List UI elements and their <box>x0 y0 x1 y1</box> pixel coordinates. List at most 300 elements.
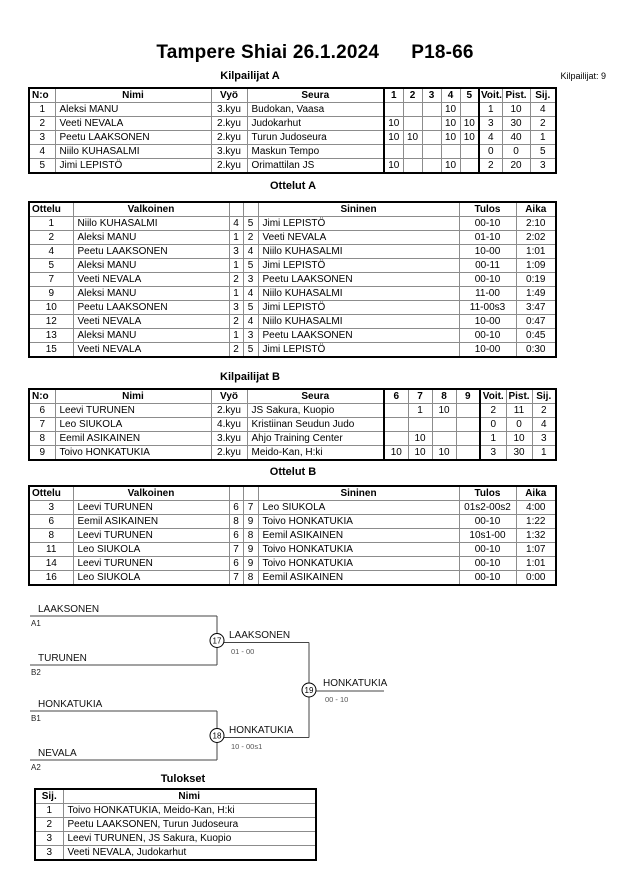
cell: 8 <box>29 432 55 446</box>
column-header: Tulos <box>459 202 516 217</box>
cell: Jimi LEPISTÖ <box>258 259 459 273</box>
table-header-row <box>29 202 556 217</box>
table-header-row <box>29 88 556 103</box>
cell: Jimi LEPISTÖ <box>55 159 211 174</box>
column-header: 9 <box>456 389 480 404</box>
cell: Veeti NEVALA <box>73 343 229 358</box>
cell: 10 <box>408 432 432 446</box>
bracket-seed-label: A1 <box>31 619 41 628</box>
bracket-winner-name: HONKATUKIA <box>229 725 294 736</box>
cell: 10 <box>384 131 403 145</box>
column-header <box>243 486 258 501</box>
cell: 7 <box>29 418 55 432</box>
column-header: 1 <box>384 88 403 103</box>
cell: Maskun Tempo <box>247 145 384 159</box>
cell: 5 <box>243 217 258 231</box>
cell: 1 <box>480 432 506 446</box>
table-row <box>29 287 556 301</box>
cell: Niilo KUHASALMI <box>55 145 211 159</box>
cell: Aleksi MANU <box>73 329 229 343</box>
cell: 2 <box>229 315 243 329</box>
cell: Peetu LAAKSONEN <box>258 273 459 287</box>
cell: 10 <box>506 432 532 446</box>
cell: 3 <box>532 432 556 446</box>
table-row <box>29 515 556 529</box>
cell: 8 <box>243 571 258 586</box>
cell: 10 <box>432 446 456 461</box>
column-header: Sininen <box>258 202 459 217</box>
table-row <box>29 145 556 159</box>
cell: Leo SIUKOLA <box>73 571 229 586</box>
cell: 6 <box>229 557 243 571</box>
cell <box>460 103 479 117</box>
cell: 11-00s3 <box>459 301 516 315</box>
cell: Leo SIUKOLA <box>73 543 229 557</box>
column-header: Sij. <box>532 389 556 404</box>
cell <box>403 159 422 174</box>
cell: 0 <box>506 418 532 432</box>
cell <box>422 145 441 159</box>
column-header: Voit. <box>481 89 502 101</box>
cell: 9 <box>29 446 55 461</box>
cell: Peetu LAAKSONEN, Turun Judoseura <box>63 818 316 832</box>
cell: 10-00 <box>459 315 516 329</box>
cell: 1:01 <box>516 245 556 259</box>
table-row <box>29 543 556 557</box>
cell <box>460 145 479 159</box>
cell: 4 <box>243 287 258 301</box>
column-header: Pist. <box>502 88 530 103</box>
table-row <box>29 217 556 231</box>
cell: Niilo KUHASALMI <box>258 315 459 329</box>
cell: 4 <box>532 418 556 432</box>
cell: 3.kyu <box>211 145 247 159</box>
cell: 0 <box>502 145 530 159</box>
column-header: Nimi <box>63 789 316 804</box>
bracket-diagram <box>0 595 420 777</box>
column-header: 7 <box>408 389 432 404</box>
cell: 2.kyu <box>211 404 247 418</box>
cell: 10 <box>432 404 456 418</box>
bracket-score: 00 - 10 <box>325 695 349 704</box>
cell: 11 <box>506 404 532 418</box>
bracket-match-number: 17 <box>212 636 222 646</box>
cell: 3 <box>29 501 73 515</box>
cell: 4 <box>229 217 243 231</box>
bracket-score: 10 - 00s1 <box>231 742 263 751</box>
cell <box>456 446 480 461</box>
cell: 5 <box>29 259 73 273</box>
cell <box>384 404 408 418</box>
cell: 10 <box>408 446 432 461</box>
cell: 5 <box>243 301 258 315</box>
cell: Turun Judoseura <box>247 131 384 145</box>
cell: Eemil ASIKAINEN <box>258 529 459 543</box>
table-row <box>29 131 556 145</box>
cell: 2.kyu <box>211 131 247 145</box>
cell <box>403 103 422 117</box>
cell: 3 <box>35 846 63 861</box>
table-row <box>29 418 556 432</box>
cell: 1:22 <box>516 515 556 529</box>
cell: Leevi TURUNEN <box>73 501 229 515</box>
kilpailijat-b-table <box>28 388 557 461</box>
table-row <box>29 273 556 287</box>
cell: 1 <box>29 103 55 117</box>
bracket-slot-name: HONKATUKIA <box>38 699 103 710</box>
cell: 1 <box>408 404 432 418</box>
column-header: Aika <box>516 486 556 501</box>
cell: 3 <box>229 301 243 315</box>
cell: 1 <box>35 804 63 818</box>
cell: 01-10 <box>459 231 516 245</box>
category-label: P18-66 <box>411 42 474 63</box>
cell: Toivo HONKATUKIA <box>55 446 211 461</box>
cell: 3 <box>480 446 506 461</box>
cell <box>422 131 441 145</box>
column-header: Vyö <box>211 389 247 404</box>
cell: 8 <box>29 529 73 543</box>
cell: 0:47 <box>516 315 556 329</box>
table-row <box>29 117 556 131</box>
cell: 2.kyu <box>211 117 247 131</box>
cell: 4 <box>530 103 556 117</box>
cell: 5 <box>29 159 55 174</box>
cell: 4 <box>243 245 258 259</box>
cell: 30 <box>502 117 530 131</box>
table-row <box>35 804 316 818</box>
cell <box>456 432 480 446</box>
cell: Budokan, Vaasa <box>247 103 384 117</box>
cell: Toivo HONKATUKIA <box>258 557 459 571</box>
cell: 0:19 <box>516 273 556 287</box>
cell <box>460 159 479 174</box>
column-header: Seura <box>247 88 384 103</box>
cell: 40 <box>502 131 530 145</box>
table-row <box>29 557 556 571</box>
cell: 10 <box>460 131 479 145</box>
cell: 3 <box>29 131 55 145</box>
cell: 10 <box>384 117 403 131</box>
bracket-match-number: 19 <box>304 686 314 695</box>
cell: 3 <box>35 832 63 846</box>
kilpailijat-a-table <box>28 87 557 174</box>
cell: 8 <box>229 515 243 529</box>
cell: JS Sakura, Kuopio <box>247 404 384 418</box>
cell: Toivo HONKATUKIA <box>258 515 459 529</box>
cell: 2.kyu <box>211 446 247 461</box>
cell: 15 <box>29 343 73 358</box>
cell: 0:30 <box>516 343 556 358</box>
competitor-count: Kilpailijat: 9 <box>560 71 606 81</box>
table-row <box>29 446 556 461</box>
cell: 4 <box>29 245 73 259</box>
tulokset-table <box>34 788 317 861</box>
bracket-seed-label: A2 <box>31 763 41 772</box>
heading-kilpailijat-b: Kilpailijat B <box>220 371 280 383</box>
table-row <box>35 846 316 861</box>
column-header: 8 <box>432 389 456 404</box>
cell <box>403 117 422 131</box>
cell: Veeti NEVALA <box>73 273 229 287</box>
heading-kilpailijat-a: Kilpailijat A <box>220 70 280 82</box>
cell: 20 <box>502 159 530 174</box>
cell: Meido-Kan, H:ki <box>247 446 384 461</box>
cell: 0 <box>479 145 502 159</box>
column-header: 3 <box>422 88 441 103</box>
cell <box>384 145 403 159</box>
cell: Kristiinan Seudun Judo <box>247 418 384 432</box>
cell: 3.kyu <box>211 432 247 446</box>
column-header: Vyö <box>211 88 247 103</box>
column-header: Ottelu <box>29 202 73 217</box>
cell: Leevi TURUNEN <box>73 529 229 543</box>
bracket-seed-label: B1 <box>31 714 41 723</box>
cell: Leevi TURUNEN, JS Sakura, Kuopio <box>63 832 316 846</box>
column-header: Tulos <box>459 486 516 501</box>
bracket-slot-name: NEVALA <box>38 748 77 759</box>
cell: 10s1-00 <box>459 529 516 543</box>
heading-tulokset: Tulokset <box>160 773 206 785</box>
column-header: Nimi <box>55 389 211 404</box>
cell: 00-10 <box>459 515 516 529</box>
cell: 10 <box>502 103 530 117</box>
cell: 10-00 <box>459 343 516 358</box>
cell: 1:09 <box>516 259 556 273</box>
cell: Judokarhut <box>247 117 384 131</box>
column-header: Voit. <box>480 389 506 404</box>
cell: 2 <box>29 231 73 245</box>
cell: 2 <box>229 343 243 358</box>
cell: Aleksi MANU <box>73 287 229 301</box>
cell: 5 <box>243 259 258 273</box>
cell: 2 <box>229 273 243 287</box>
cell: Jimi LEPISTÖ <box>258 301 459 315</box>
bracket-score: 01 - 00 <box>231 647 255 656</box>
cell <box>441 145 460 159</box>
cell <box>456 418 480 432</box>
table-row <box>29 301 556 315</box>
column-header: Seura <box>247 389 384 404</box>
cell: 00-11 <box>459 259 516 273</box>
cell: 1:07 <box>516 543 556 557</box>
cell: 00-10 <box>459 543 516 557</box>
cell: 9 <box>243 515 258 529</box>
cell: 7 <box>29 273 73 287</box>
column-header: 2 <box>403 88 422 103</box>
cell: Niilo KUHASALMI <box>73 217 229 231</box>
cell: Veeti NEVALA <box>73 315 229 329</box>
cell: Eemil ASIKAINEN <box>73 515 229 529</box>
cell: 10 <box>29 301 73 315</box>
column-header: N:o <box>29 88 55 103</box>
cell: 01s2-00s2 <box>459 501 516 515</box>
cell: 00-10 <box>459 217 516 231</box>
column-header <box>243 202 258 217</box>
event-title: Tampere Shiai 26.1.2024 <box>156 42 380 63</box>
table-row <box>29 343 556 358</box>
cell: 0:45 <box>516 329 556 343</box>
cell: 1 <box>29 217 73 231</box>
cell: 3 <box>479 117 502 131</box>
cell: 1 <box>530 131 556 145</box>
cell: 1:49 <box>516 287 556 301</box>
cell: Toivo HONKATUKIA, Meido-Kan, H:ki <box>63 804 316 818</box>
cell: 10 <box>441 103 460 117</box>
cell: Peetu LAAKSONEN <box>55 131 211 145</box>
cell: 1 <box>229 231 243 245</box>
cell: 00-10 <box>459 329 516 343</box>
cell: 2 <box>530 117 556 131</box>
table-row <box>29 259 556 273</box>
cell: 6 <box>229 529 243 543</box>
cell: 00-10 <box>459 571 516 586</box>
table-row <box>29 329 556 343</box>
table-header-row <box>35 789 316 804</box>
cell: Jimi LEPISTÖ <box>258 217 459 231</box>
bracket-winner-name: HONKATUKIA <box>323 678 388 689</box>
cell: Niilo KUHASALMI <box>258 287 459 301</box>
table-row <box>35 818 316 832</box>
cell: 4 <box>243 315 258 329</box>
cell: 7 <box>243 501 258 515</box>
cell: 1 <box>479 103 502 117</box>
cell: 4:00 <box>516 501 556 515</box>
cell: 10 <box>441 159 460 174</box>
cell <box>403 145 422 159</box>
table-row <box>29 432 556 446</box>
cell: 12 <box>29 315 73 329</box>
cell: 0 <box>480 418 506 432</box>
column-header: Valkoinen <box>73 202 229 217</box>
cell: 2 <box>480 404 506 418</box>
cell: 1:32 <box>516 529 556 543</box>
column-header: Sij. <box>530 88 556 103</box>
cell: Peetu LAAKSONEN <box>73 301 229 315</box>
cell: 10 <box>441 131 460 145</box>
cell: Eemil ASIKAINEN <box>55 432 211 446</box>
cell: 1 <box>229 259 243 273</box>
column-header: Nimi <box>55 88 211 103</box>
cell <box>432 432 456 446</box>
table-row <box>29 231 556 245</box>
bracket-slot-name: LAAKSONEN <box>38 604 100 615</box>
column-header: Ottelu <box>29 486 73 501</box>
cell: 1:01 <box>516 557 556 571</box>
cell: Aleksi MANU <box>55 103 211 117</box>
cell: Leo SIUKOLA <box>258 501 459 515</box>
cell: Ahjo Training Center <box>247 432 384 446</box>
cell: 2:10 <box>516 217 556 231</box>
column-header: N:o <box>29 389 55 404</box>
cell: 6 <box>29 404 55 418</box>
cell: 4 <box>479 131 502 145</box>
cell <box>408 418 432 432</box>
ottelut-a-table <box>28 201 557 358</box>
table-row <box>29 315 556 329</box>
cell: Orimattilan JS <box>247 159 384 174</box>
cell: Peetu LAAKSONEN <box>73 245 229 259</box>
cell: 2 <box>479 159 502 174</box>
page-title <box>0 42 630 64</box>
column-header <box>229 486 243 501</box>
cell: Toivo HONKATUKIA <box>258 543 459 557</box>
cell: 4.kyu <box>211 418 247 432</box>
cell: 2 <box>29 117 55 131</box>
table-row <box>29 404 556 418</box>
cell: Aleksi MANU <box>73 259 229 273</box>
cell: 2 <box>35 818 63 832</box>
bracket-match-number: 18 <box>212 731 222 741</box>
cell: 1 <box>229 329 243 343</box>
bracket-seed-label: B2 <box>31 668 41 677</box>
cell: 2:02 <box>516 231 556 245</box>
cell: 30 <box>506 446 532 461</box>
cell: Peetu LAAKSONEN <box>258 329 459 343</box>
column-header: 5 <box>460 88 479 103</box>
cell: Veeti NEVALA <box>55 117 211 131</box>
ottelut-b-table <box>28 485 557 586</box>
cell: Leo SIUKOLA <box>55 418 211 432</box>
cell <box>432 418 456 432</box>
cell: Veeti NEVALA, Judokarhut <box>63 846 316 861</box>
table-header-row <box>29 486 556 501</box>
cell: 10 <box>441 117 460 131</box>
bracket-slot-name: TURUNEN <box>38 653 87 664</box>
cell: 11-00 <box>459 287 516 301</box>
cell: 2 <box>532 404 556 418</box>
cell: 3 <box>229 245 243 259</box>
cell: 1 <box>532 446 556 461</box>
cell: 4 <box>29 145 55 159</box>
cell: 2.kyu <box>211 159 247 174</box>
table-row <box>29 103 556 117</box>
cell: 10-00 <box>459 245 516 259</box>
column-header <box>229 202 243 217</box>
cell: 14 <box>29 557 73 571</box>
cell: 00-10 <box>459 273 516 287</box>
cell: 7 <box>229 571 243 586</box>
cell: 10 <box>403 131 422 145</box>
cell: 7 <box>229 543 243 557</box>
table-header-row <box>29 389 556 404</box>
table-row <box>29 245 556 259</box>
cell: Aleksi MANU <box>73 231 229 245</box>
cell: Niilo KUHASALMI <box>258 245 459 259</box>
cell <box>384 432 408 446</box>
cell: 11 <box>29 543 73 557</box>
cell: 9 <box>29 287 73 301</box>
cell: 3.kyu <box>211 103 247 117</box>
bracket-winner-name: LAAKSONEN <box>229 630 291 641</box>
heading-ottelut-a: Ottelut A <box>269 180 317 192</box>
column-header: Valkoinen <box>73 486 229 501</box>
cell: 3 <box>243 329 258 343</box>
cell <box>422 103 441 117</box>
cell: 6 <box>229 501 243 515</box>
cell <box>384 103 403 117</box>
cell: 9 <box>243 543 258 557</box>
cell: 10 <box>384 446 408 461</box>
table-row <box>29 529 556 543</box>
cell: 16 <box>29 571 73 586</box>
cell <box>422 117 441 131</box>
cell: 8 <box>243 529 258 543</box>
cell: 5 <box>243 343 258 358</box>
cell: 5 <box>530 145 556 159</box>
cell: Leevi TURUNEN <box>73 557 229 571</box>
cell: 13 <box>29 329 73 343</box>
